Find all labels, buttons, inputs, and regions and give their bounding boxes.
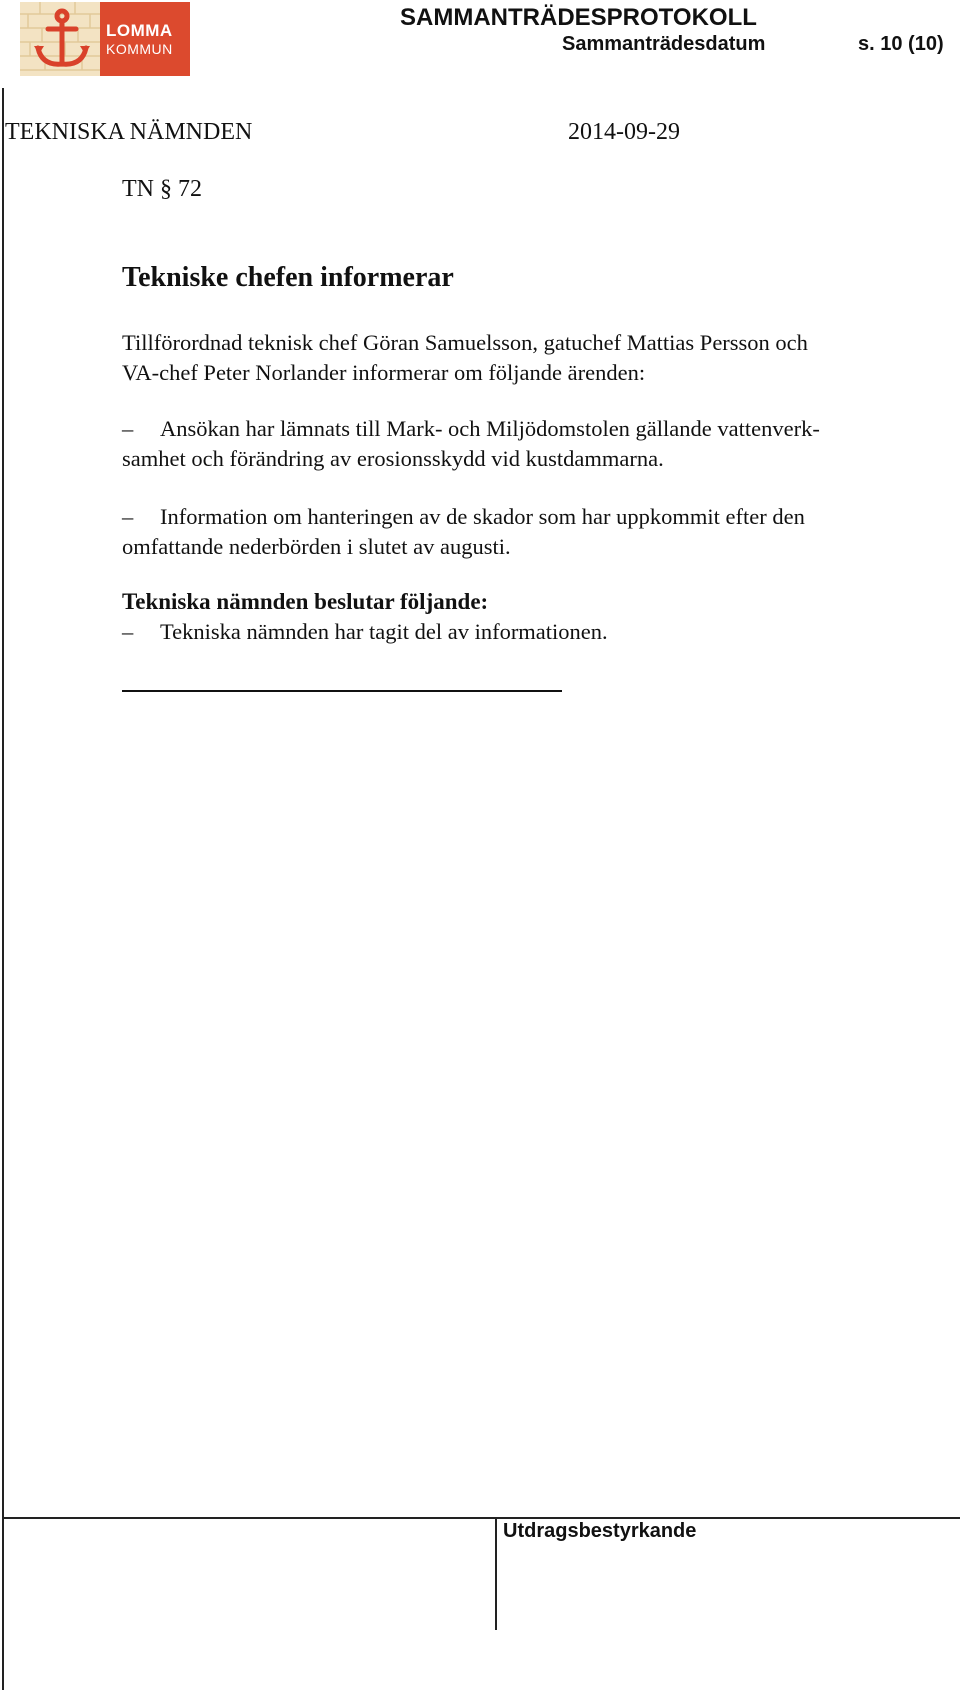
frame-left-border: [2, 88, 4, 1690]
certification-label: Utdragsbestyrkande: [503, 1520, 697, 1542]
committee-name: TEKNISKA NÄMNDEN: [5, 119, 253, 145]
intro-line: Tillförordnad teknisk chef Göran Samuelsson, gatuchef Mattias Persson och: [122, 330, 808, 355]
list-item: [122, 414, 820, 474]
end-rule: [122, 690, 562, 692]
decision-item: [122, 617, 608, 647]
logo-line-2: KOMMUN: [106, 41, 173, 57]
meeting-date: 2014-09-29: [568, 119, 680, 145]
logo-line-1: LOMMA: [106, 21, 173, 40]
decision-heading: Tekniska nämnden beslutar följande:: [122, 589, 489, 614]
list-item-text: omfattande nederbörden i slutet av augusti.: [122, 534, 511, 559]
dash-bullet: –: [122, 619, 134, 644]
page-number: s. 10 (10): [858, 33, 944, 55]
dash-bullet: –: [122, 416, 134, 441]
document-title: SAMMANTRÄDESPROTOKOLL: [400, 4, 757, 31]
dash-bullet: –: [122, 504, 134, 529]
intro-paragraph: [122, 328, 808, 388]
decision-text: Tekniska nämnden har tagit del av informationen.: [160, 619, 608, 644]
intro-line: VA-chef Peter Norlander informerar om följande ärenden:: [122, 360, 646, 385]
logo-emblem: [20, 2, 100, 76]
list-item-text: Ansökan har lämnats till Mark- och Miljödomstolen gällande vattenverk-: [160, 416, 820, 441]
footer-column-divider: [495, 1517, 497, 1630]
lomma-kommun-logo: [20, 2, 190, 76]
section-heading: Tekniske chefen informerar: [122, 262, 454, 293]
list-item-text: samhet och förändring av erosionsskydd vid kustdammarna.: [122, 446, 664, 471]
logo-wordmark: [100, 2, 190, 76]
footer-divider: [2, 1517, 960, 1519]
list-item: [122, 502, 805, 562]
meeting-date-label: Sammanträdesdatum: [562, 33, 766, 55]
paragraph-reference: TN § 72: [122, 176, 202, 202]
anchor-icon: [20, 2, 100, 76]
list-item-text: Information om hanteringen av de skador som har uppkommit efter den: [160, 504, 805, 529]
